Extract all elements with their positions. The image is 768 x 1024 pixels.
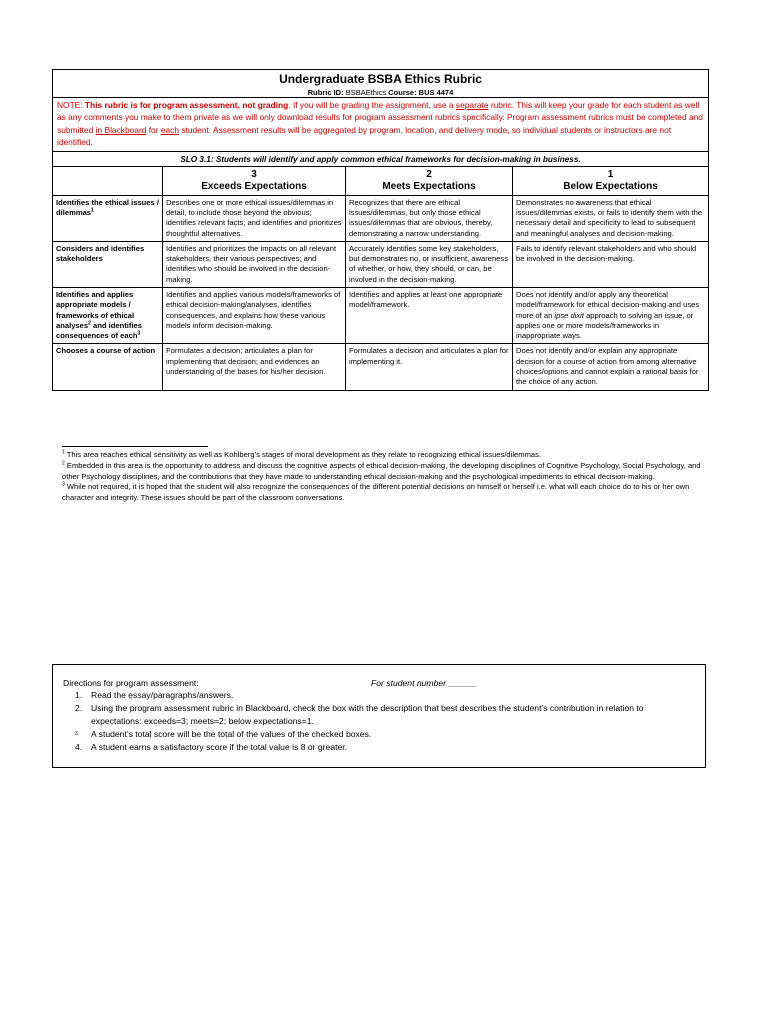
directions-list	[75, 689, 685, 754]
footnote: $^2$ Embedded in this area is the opportunity to address and discuss the cognitive aspects of ethical decision-making, the developing disciplines of Cognitive Psychology, Social Psychology, and other Psychology disciplines, and the contributions that they have made to understanding ethical decision-making and the psychological impediments to ethical decision-making.	[62, 460, 701, 481]
footnotes	[62, 450, 712, 504]
student-number-field: For student number ______	[371, 678, 478, 688]
criterion-name: Identifies the ethical issues / dilemmas$^1$	[53, 195, 163, 241]
footnote: $^3$ While not required, it is hoped that the student will also recognize the consequences of the different potential decisions on himself or herself i.e. what will each choice do to his or her own character and integrity. These issues should be part of the classroom conversations.	[62, 481, 690, 503]
cell-meets: Accurately identifies some key stakeholders, but demonstrates no, or insufficient, awareness of whether, or how, they should, or can, be involved in the decision-making.	[346, 241, 513, 287]
level-header-exceeds: 3 Exceeds Expectations	[163, 166, 346, 195]
list-item: 3. A student’s total score will be the total of the values of the checked boxes.	[75, 729, 372, 739]
criterion-name: Identifies and applies appropriate models / frameworks of ethical analyses$^2$ and identifies consequences of each$^3$	[53, 288, 163, 344]
course-code: BUS 4474	[418, 88, 454, 97]
cell-below: Fails to identify relevant stakeholders and who should be involved in the decision-making.	[513, 241, 709, 287]
cell-below: Does not identify and/or explain any appropriate decision for a course of action from among alternative choices/options and cannot explain a rational basis for the choice of any action.	[513, 344, 709, 390]
rubric-row	[53, 241, 709, 287]
slo-statement: SLO 3.1: Students will identify and apply common ethical frameworks for decision-making in business.	[53, 151, 709, 166]
level-header-meets: 2 Meets Expectations	[346, 166, 513, 195]
rubric-title: Undergraduate BSBA Ethics Rubric	[279, 72, 482, 86]
rubric-table	[52, 69, 709, 391]
rubric-id: BSBAEthics	[345, 88, 387, 97]
footnote: $^1$ This area reaches ethical sensitivity as well as Kohlberg’s stages of moral development as they relate to recognizing ethical issues/dilemmas.	[62, 449, 542, 459]
list-item: 2. Using the program assessment rubric in Blackboard, check the box with the description that best describes the student’s contribution in relation to expectations: exceeds=3; meets=2; below expectations=1.	[75, 703, 644, 726]
cell-meets: Recognizes that there are ethical issues/dilemmas, but only those ethical issues/dilemmas that are obvious, thereby, demonstrating a narrow understanding.	[346, 195, 513, 241]
criterion-name: Considers and identifies stakeholders	[53, 241, 163, 287]
criteria-header-blank	[53, 166, 163, 195]
level-header-below: 1 Below Expectations	[513, 166, 709, 195]
rubric-header	[53, 70, 709, 98]
cell-exceeds: Describes one or more ethical issues/dilemmas in detail, to include those beyond the obvious; identifies relevant facts; and identifies and prioritizes thoughtful alternatives.	[163, 195, 346, 241]
assessment-note: NOTE: This rubric is for program assessment, not grading. If you will be grading the assignment, use a separate rubric. This will keep your grade for each student as well as any comments you make to them private as we will only download results for program assessment rubrics specifically. Program assessment rubrics must be completed and submitted in Blackboard for each student. Assessment results will be aggregated by program, location, and delivery mode, so individual students or instructors are not identified.	[53, 98, 709, 152]
cell-below: Does not identify and/or apply any theoretical model/framework for ethical decision-making and uses more of an ipse dixit approach to solving an issue, or applies one or more models/frameworks in inappropriate ways.	[513, 288, 709, 344]
directions-heading: Directions for program assessment:	[63, 678, 199, 688]
list-item: 4. A student earns a satisfactory score if the total value is 8 or greater.	[75, 742, 348, 752]
footnote-divider	[62, 446, 208, 447]
criterion-name: Chooses a course of action	[53, 344, 163, 390]
cell-exceeds: Identifies and applies various models/frameworks of ethical decision-making/analyses, identifies consequences, and explains how these various models inform decision-making.	[163, 288, 346, 344]
cell-below: Demonstrates no awareness that ethical issues/dilemmas exists, or fails to identify them with the necessary detail and specificity to lead to subsequent and meaningful analyses and decision-making.	[513, 195, 709, 241]
rubric-row	[53, 288, 709, 344]
cell-meets: Formulates a decision and articulates a plan for implementing it.	[346, 344, 513, 390]
cell-meets: Identifies and applies at least one appropriate model/framework.	[346, 288, 513, 344]
list-item: 1. Read the essay/paragraphs/answers.	[75, 690, 234, 700]
rubric-id-line: Rubric ID: BSBAEthics Course: BUS 4474	[307, 88, 454, 97]
directions-box	[52, 664, 706, 768]
rubric-row	[53, 344, 709, 390]
cell-exceeds: Formulates a decision; articulates a plan for implementing that decision; and evidences an understanding of the bases for his/her decision.	[163, 344, 346, 390]
cell-exceeds: Identifies and prioritizes the impacts on all relevant stakeholders, their various perspectives; and identifies who should be involved in the decision-making.	[163, 241, 346, 287]
rubric-row	[53, 195, 709, 241]
